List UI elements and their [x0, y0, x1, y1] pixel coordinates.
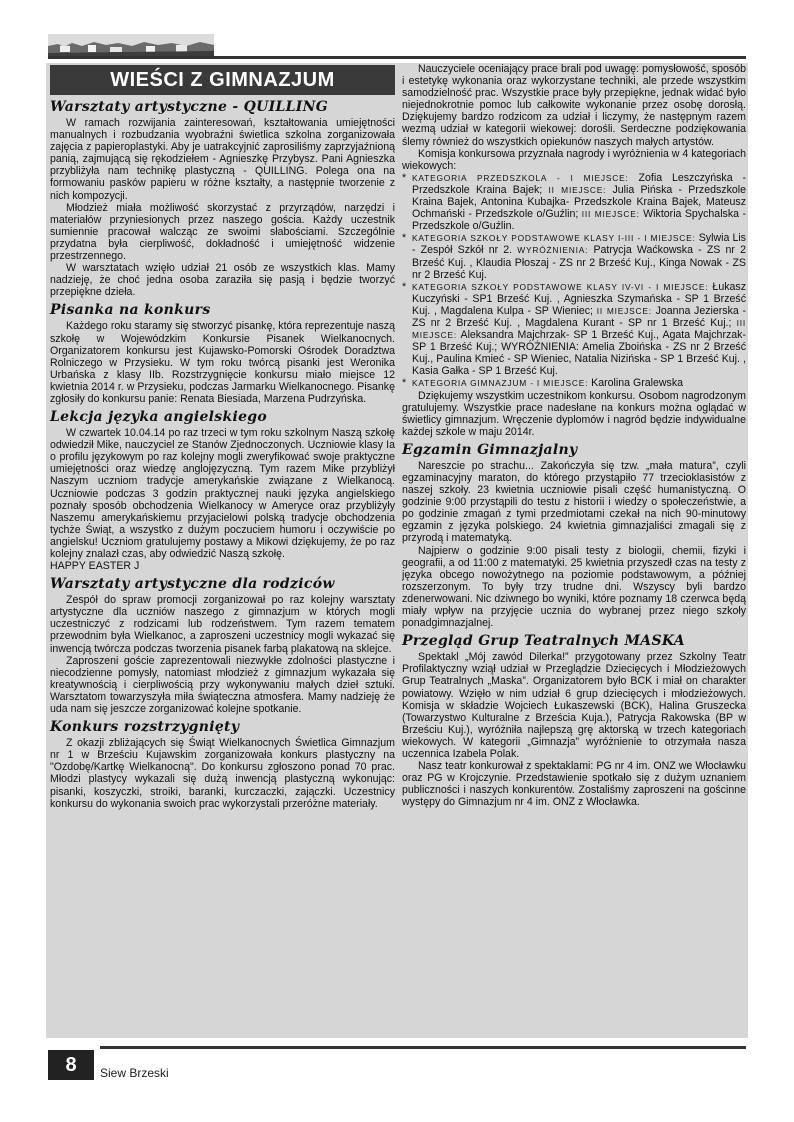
award-item [402, 172, 746, 232]
article-area [46, 63, 748, 1038]
article-paragraph: Spektakl „Mój zawód Dilerka!” przygotowany przez Szkolny Teatr Profilaktyczny wziął udział w Przeglądzie Dziecięcych i Młodzieżowych Grup Teatralnych „Maska”. Organizatorem było BCK i miał on charakter powiatowy. Wzięło w nim udział 6 grup dziecięcych i młodzieżowych. Komisja w składzie Wojciech Łukaszewski (BCK), Halina Gruszecka (Towarzystwo Kulturalne z Brześcia Kuja.), Patrycja Rakowska (BP w Brześciu Kuj.), wyróżniła najlepszą grę aktorską w trzech kategoriach wiekowych. W kategorii „Gimnazja” wyróżnienie to otrzymała nasza uczennica Izabela Polak. [402, 651, 746, 760]
award-category: KATEGORIA GIMNAZJUM - I MIEJSCE: [412, 378, 589, 389]
award-category: III MIEJSCE: [412, 317, 746, 341]
header-photo [48, 34, 214, 58]
award-category: WYRÓŻNIENIA: [517, 245, 589, 256]
award-bullet: * [402, 377, 407, 390]
award-text: Patrycja Waćkowska - ZS nr 2 Brześć Kuj. , Klaudia Płoszaj - ZS nr 2 Brześć Kuj., Kinga Nowak - ZS nr 2 Brześć Kuj. [412, 244, 746, 281]
award-bullet: * [402, 232, 407, 245]
article-paragraph: Z okazji zbliżających się Świąt Wielkanocnych Świetlica Gimnazjum nr 1 w Brześciu Kujawskim zorganizowała konkurs plastyczny na "Ozdobę/Kartkę Wielkanocną". Do konkursu zgłoszono ponad 70 prac. Młodzi plastycy wykazali się dużą inwencją plastyczną wykonując: pisanki, koszyczki, stroiki, baranki, kurczaczki, zajączki. Uczestnicy konkursu do wykonania swoich prac wykorzystali przeróżne materiały. [50, 737, 395, 810]
award-text: Aleksandra Majchrzak- SP 1 Brześć Kuj., Agata Majchrzak- SP 1 Brześć Kuj.; WYRÓŻNIENIA: Amelia Zboińska - ZS nr 2 Brześć Kuj., Paulina Kmieć - SP Wieniec, Natalia Nizińska - SP 1 Brześć Kuj. , Kasia Gałka - SP 1 Brześć Kuj. [412, 329, 746, 378]
award-bullet: * [402, 280, 407, 293]
award-text: Zofia Leszczyńska - Przedszkole Kraina Bajek; [412, 171, 746, 196]
column-right [402, 63, 746, 1038]
award-category: II MIEJSCE: [548, 184, 607, 195]
award-item [402, 377, 746, 389]
footer-rule [100, 1046, 746, 1049]
magazine-name: Siew Brzeski [100, 1066, 169, 1080]
article-heading: Przegląd Grup Teatralnych MASKA [402, 633, 685, 650]
award-text: Wiktoria Spychalska - Przedszkole o/Guźlin. [412, 208, 746, 233]
article-heading: Warsztaty artystyczne - QUILLING [50, 99, 328, 115]
page-number: 8 [48, 1050, 94, 1080]
article-paragraph: Zespół do spraw promocji zorganizował po raz kolejny warsztaty artystyczne dla uczniów naszego z gimnazjum w których mogli uczestniczyć z rodzicami lub rodzeństwem. Tym razem tematem przewodnim była Wielkanoc, a zaproszeni uczestnicy mogli wykazać się inwencją twórcza podczas tworzenia pisanek farbą plakatową na sklejce. [50, 594, 395, 655]
article-paragraph: Nasz teatr konkurował z spektaklami: PG nr 4 im. ONZ we Włocławku oraz PG w Krojczynie. Przedstawienie spotkało się z dużym uznaniem publiczności i naszych konkurentów. Zostaliśmy zaproszeni na gościnne występy do Gimnazjum nr 4 im. ONZ z Włocławka. [402, 760, 746, 809]
award-text: Joanna Jezierska - ZS nr 2 Brześć Kuj. , Magdalena Kurant - SP nr 1 Brześć Kuj.; [412, 304, 747, 329]
article-heading: Warsztaty artystyczne dla rodziców [50, 576, 335, 593]
article-heading: Lekcja języka angielskiego [50, 409, 268, 426]
column-left [50, 63, 395, 1038]
award-category: KATEGORIA SZKOŁY PODSTAWOWE KLASY I-III - I MIEJSCE: [412, 233, 696, 244]
article-paragraph: HAPPY EASTER J [50, 560, 140, 573]
article-paragraph: Zaproszeni goście zaprezentowali niezwykłe zdolności plastyczne i niecodzienne pomysły, natomiast młodzież z gimnazjum wykazała się kreatywnością i cierpliwością przy wykonywaniu małych dzieł sztuki. Warsztatom towarzyszyła miła świąteczna atmosfera. Mamy nadzieję że uda nam się jeszcze zorganizować kolejne spotkanie. [50, 654, 395, 716]
article-paragraph: Młodzież miała możliwość skorzystać z przyrządów, narzędzi i materiałów przyniesionych przez naszego gościa. Każdy uczestnik sumiennie pracował walcząc ze swoimi słabościami. Szczególnie przydatna była cierpliwość, dokładność i umiejętność widzenie przestrzennego. [50, 201, 395, 263]
article-heading: Konkurs rozstrzygnięty [50, 719, 240, 736]
article-heading: Egzamin Gimnazjalny [402, 441, 578, 458]
article-paragraph: Nareszcie po strachu... Zakończyła się tzw. „mała matura”, czyli egzaminacyjny maraton, do którego przystąpiło 77 trzecioklasistów z naszej szkoły. 23 kwietnia uczniowie pisali część humanistyczną. O godzinie 9:00 przystąpili do testu z historii i wiedzy o społeczeństwie, a po godzinie zmagań z tymi przedmiotami czekał na nich 90-minutowy egzamin z języka polskiego. 24 kwietnia gimnazjaliści zmagali się z przyrodą i matematyką. [402, 459, 746, 545]
award-text: Julia Pińska - Przedszkole Kraina Bajek, Antonina Kubajka- Przedszkole Kraina Bajek, Mateusz Ochmański - Przedszkole o/Guźlin; [412, 183, 747, 221]
awards-list [402, 172, 746, 390]
article-paragraph: Dziękujemy wszystkim uczestnikom konkursu. Osobom nagrodzonym gratulujemy. Wszystkie prace nadesłane na konkurs można oglądać w świetlicy gimnazjum. Wręczenie dyplomów i nagród będzie indywidualne każdej szkole w maju 2014r. [402, 389, 746, 438]
award-text: Łukasz Kuczyński - SP1 Brześć Kuj. , Agnieszka Szymańska - SP 1 Brześć Kuj. , Magdalena Kulpa - SP Wieniec; [412, 280, 746, 317]
award-category: KATEGORIA SZKOŁY PODSTAWOWE KLASY IV-VI - I MIEJSCE: [412, 281, 709, 292]
article-paragraph: W czwartek 10.04.14 po raz trzeci w tym roku szkolnym Naszą szkołę odwiedził Mike, nauczyciel ze Stanów Zjednoczonych. Uczniowie klasy Ia o profilu językowym po raz kolejny mogli zweryfikować swoje praktyczne umiejętności oraz wiedzę anglojęzyczną. Tym razem Mike przybliżył Naszym uczniom tradycje amerykańskie związane z Wielkanocą. Uczniowie podczas 3 godzin praktycznej nauki języka angielskiego poznały sposób obchodzenia Wielkanocy w Ameryce oraz przybliżyły Naszemu amerykańskiemu przyjacielowi polską tradycje obchodzenia tychże Świąt, a wszystko z dużym poczuciem humoru i oczywiście po angielsku! Uczniom gratulujemy postawy a Mikowi dziękujemy, że po raz kolejny znalazł czas, aby odwiedzić Naszą szkołę. [50, 427, 395, 560]
award-text: Sylwia Lis - Zespół Szkół nr 2. [412, 232, 746, 257]
article-paragraph: Każdego roku staramy się stworzyć pisankę, która reprezentuje naszą szkołę w Wojewódzkim Konkursie Pisanek Wielkanocnych. Organizatorem konkursu jest Kujawsko-Pomorski Ośrodek Doradztwa Rolniczego w Przysieku. W tym roku twórcą pisanki jest Weronika Urbańska z klasy IIb. Rozstrzygnięcie konkursu miało miejsce 12 kwietnia 2014 r. w Przysieku, podczas Jarmarku Wielkanocnego. Pisankę zgłosiły do konkursu panie: Renata Biesiada, Marzena Pudrzyńska. [50, 320, 395, 405]
award-category: III MIEJSCE: [581, 209, 640, 220]
award-bullet: * [402, 171, 407, 184]
award-item [402, 281, 746, 378]
article-paragraph: W ramach rozwijania zainteresowań, kształtowania umiejętności manualnych i rozbudzania wyobraźni świetlica szkolna zorganizowała zajęcia z papieroplastyki. Aby je uatrakcyjnić zaprosiliśmy zaprzyjaźnioną panią, zajmującą się rękodziełem - Agnieszkę Przybysz. Pani Agnieszka przybliżyła nam technikę plastyczną - QUILLING. Polega ona na formowaniu pasków papieru w różne kształty, a następnie tworzenie z nich kompozycji. [50, 117, 395, 202]
section-banner: WIEŚCI Z GIMNAZJUM [50, 65, 395, 95]
award-category: KATEGORIA PRZEDSZKOLA - I MIEJSCE: [412, 172, 629, 183]
article-paragraph: Nauczyciele oceniający prace brali pod uwagę: pomysłowość, sposób i estetykę wykonania oraz wykorzystane techniki, ale przede wszystkim samodzielność prac. Wszystkie prace były przepiękne, jednak widać było niejednokrotnie pomoc lub całkowite wykonanie przez osobę dorosłą. Dziękujemy bardzo rodzicom za udział i liczymy, że następnym razem wezmą udział w kategorii wiekowej: dorośli. Serdeczne podziękowania ślemy również do wszystkich opiekunów naszych małych artystów. [402, 63, 746, 148]
article-paragraph: Najpierw o godzinie 9:00 pisali testy z biologii, chemii, fizyki i geografii, a od 11:00 z matematyki. 25 kwietnia przyszedł czas na testy z języka obcego nowożytnego na poziomie podstawowym, a później rozszerzonym. To były trzy trudne dni. Wszyscy byli bardzo zdenerwowani. Nic dziwnego bo wyniki, które poznamy 18 czerwca będą miały wpływ na przyjęcie ucznia do wybranej przez niego szkoły ponadgimnazjalnej. [402, 544, 746, 630]
award-category: II MIEJSCE: [596, 305, 652, 316]
award-item [402, 232, 746, 280]
article-heading: Pisanka na konkurs [50, 302, 211, 319]
article-paragraph: W warsztatach wzięło udział 21 osób ze wszystkich klas. Mamy nadzieję, że choć jedna osoba zaraziła się pasją i będzie tworzyć przepiękne dzieła. [50, 262, 395, 299]
award-text: Karolina Gralewska [588, 377, 684, 390]
article-paragraph: Komisja konkursowa przyznała nagrody i wyróżnienia w 4 kategoriach wiekowych: [402, 147, 746, 172]
header-rule [48, 56, 746, 59]
